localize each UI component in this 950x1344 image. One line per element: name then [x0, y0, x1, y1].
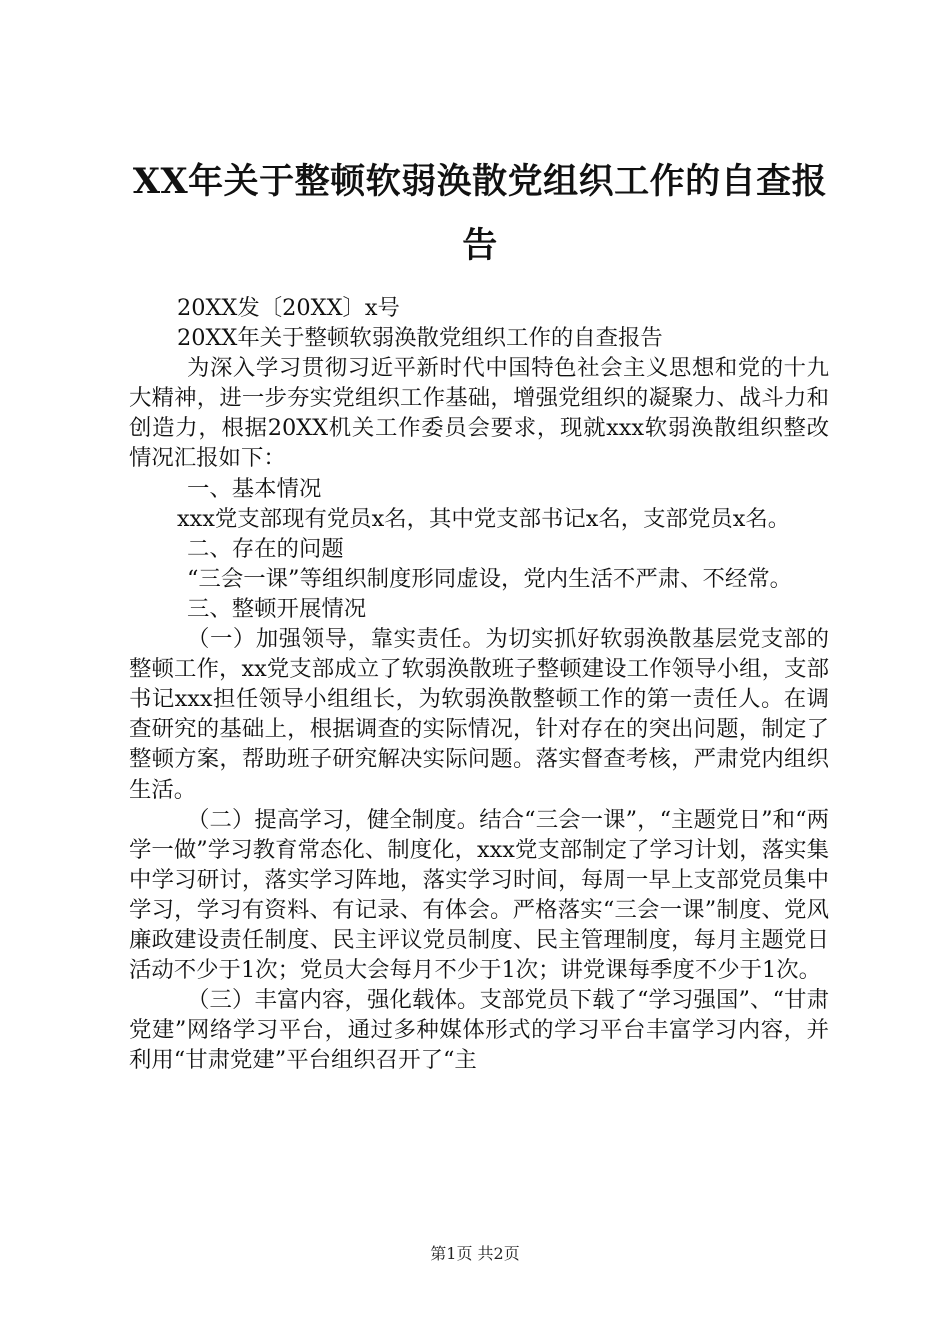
document-subtitle: 20XX年关于整顿软弱涣散党组织工作的自查报告: [177, 325, 663, 352]
section-heading-problems: 二、存在的问题: [187, 535, 344, 562]
rectification-paragraph-3: （三）丰富内容，强化载体。支部党员下载了“学习强国”、“甘肃党建”网络学习平台，通过多种媒体形式的学习平台丰富学习内容，并利用“甘肃党建”平台组织召开了“主: [129, 987, 829, 1074]
document-title: XX年关于整顿软弱涣散党组织工作的自查报告: [132, 161, 828, 266]
document-number: 20XX发〔20XX〕x号: [177, 295, 400, 321]
problems-paragraph: “三会一课”等组织制度形同虚设，党内生活不严肃、不经常。: [187, 565, 793, 592]
document-body: [129, 293, 829, 1075]
section-heading-rectification: 三、整顿开展情况: [187, 595, 367, 622]
basic-situation-paragraph: xxx党支部现有党员x名，其中党支部书记x名，支部党员x名。: [177, 505, 791, 532]
page-footer: 第1页 共2页: [430, 1244, 520, 1263]
rectification-paragraph-2: （二）提高学习，健全制度。结合“三会一课”，“主题党日”和“两学一做”学习教育常态化、制度化，xxx党支部制定了学习计划，落实集中学习研讨，落实学习阵地，落实学习时间，每周一早上支部党员集中学习，学习有资料、有记录、有体会。严格落实“三会一课”制度、党风廉政建设责任制度、民主评议党员制度、民主管理制度，每月主题党日活动不少于1次；党员大会每月不少于1次；讲党课每季度不少于1次。: [129, 806, 829, 984]
section-heading-basic-situation: 一、基本情况: [187, 475, 322, 502]
rectification-paragraph-1: （一）加强领导，靠实责任。为切实抓好软弱涣散基层党支部的整顿工作，xx党支部成立了软弱涣散班子整顿建设工作领导小组，支部书记xxx担任领导小组组长，为软弱涣散整顿工作的第一责任人。在调查研究的基础上，根据调查的实际情况，针对存在的突出问题，制定了整顿方案，帮助班子研究解决实际问题。落实督查考核，严肃党内组织生活。: [129, 626, 829, 803]
intro-paragraph: 为深入学习贯彻习近平新时代中国特色社会主义思想和党的十九大精神，进一步夯实党组织工作基础，增强党组织的凝聚力、战斗力和创造力，根据20XX机关工作委员会要求，现就xxx软弱涣散组织整改情况汇报如下：: [129, 355, 829, 472]
